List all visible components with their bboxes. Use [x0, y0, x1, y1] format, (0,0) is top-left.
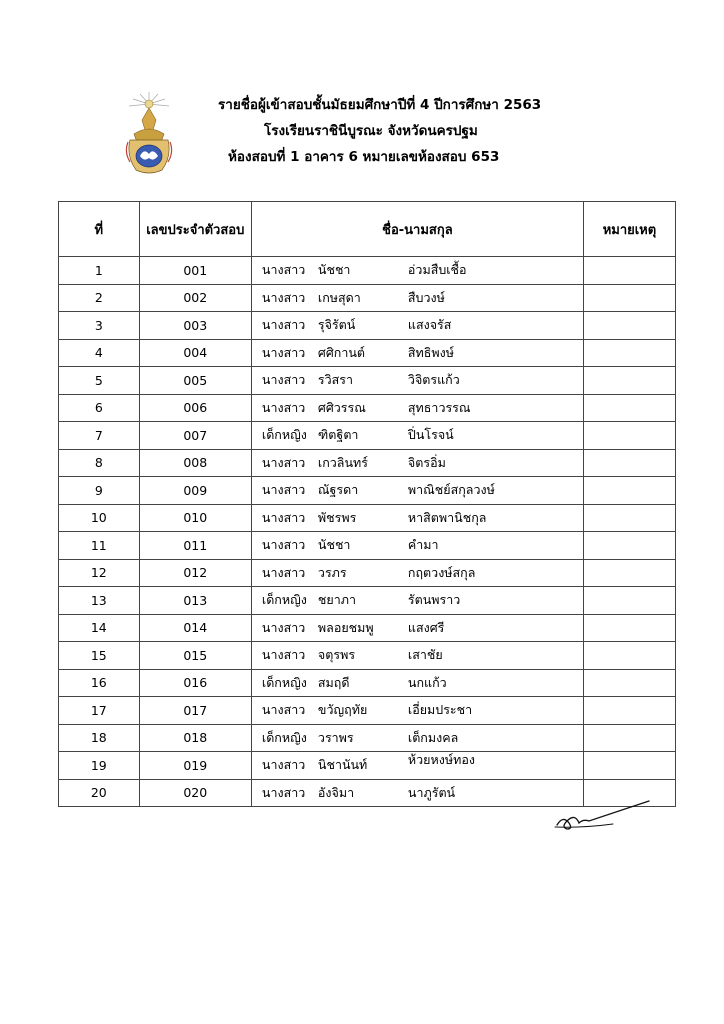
row-number: 15: [59, 642, 140, 670]
first-name: นิชานันท์: [317, 757, 368, 773]
full-name: [251, 779, 583, 807]
remark: [583, 339, 675, 367]
first-name: รุจิรัตน์: [317, 317, 356, 333]
name-title: นางสาว: [261, 784, 306, 800]
table-row: [59, 257, 676, 285]
table-row: [59, 422, 676, 450]
remark: [583, 532, 675, 560]
row-number: 4: [59, 339, 140, 367]
name-title: เด็กหญิง: [261, 427, 307, 443]
first-name: วราพร: [317, 729, 354, 745]
full-name: [251, 394, 583, 422]
exam-id: 007: [139, 422, 251, 450]
row-number: 14: [59, 614, 140, 642]
row-number: 18: [59, 724, 140, 752]
col-header-name: ชื่อ-นามสกุล: [251, 202, 583, 257]
last-name: พาณิชย์สกุลวงษ์: [407, 482, 495, 498]
table-row: [59, 669, 676, 697]
exam-id: 020: [139, 779, 251, 807]
first-name: พัชรพร: [317, 509, 357, 525]
exam-id: 015: [139, 642, 251, 670]
exam-id: 004: [139, 339, 251, 367]
name-title: เด็กหญิง: [261, 674, 307, 690]
document-header: [200, 95, 540, 173]
row-number: 3: [59, 312, 140, 340]
first-name: วรภร: [317, 564, 347, 580]
exam-id: 016: [139, 669, 251, 697]
remark: [583, 394, 675, 422]
table-header-row: [59, 202, 676, 257]
first-name: ฑิตฐิตา: [317, 427, 359, 443]
last-name: ห้วยหงษ์ทอง: [407, 751, 475, 767]
last-name: เต็กมงคล: [407, 729, 459, 745]
first-name: ขวัญฤทัย: [317, 702, 368, 718]
last-name: รัตนพราว: [407, 592, 461, 608]
table-row: [59, 339, 676, 367]
row-number: 6: [59, 394, 140, 422]
remark: [583, 284, 675, 312]
exam-id: 001: [139, 257, 251, 285]
remark: [583, 724, 675, 752]
name-title: นางสาว: [261, 344, 306, 360]
full-name: [251, 752, 583, 780]
remark: [583, 367, 675, 395]
full-name: [251, 559, 583, 587]
full-name: [251, 284, 583, 312]
last-name: กฤตวงษ์สกุล: [407, 564, 476, 580]
full-name: [251, 449, 583, 477]
name-title: นางสาว: [261, 537, 306, 553]
first-name: ศศิกานต์: [317, 344, 366, 360]
last-name: เสาชัย: [407, 647, 443, 663]
last-name: หาสิตพานิชกุล: [407, 509, 487, 525]
last-name: จิตรอิ่ม: [407, 454, 446, 470]
full-name: [251, 724, 583, 752]
first-name: เกษสุดา: [317, 289, 361, 305]
first-name: ณัฐรดา: [317, 482, 359, 498]
table-row: [59, 477, 676, 505]
handwritten-signature: [553, 797, 653, 833]
first-name: อังจิมา: [317, 784, 355, 800]
exam-id: 017: [139, 697, 251, 725]
exam-id: 009: [139, 477, 251, 505]
name-title: นางสาว: [261, 482, 306, 498]
last-name: เอี่ยมประชา: [407, 702, 473, 718]
table-body: [59, 257, 676, 807]
name-title: นางสาว: [261, 289, 306, 305]
name-title: นางสาว: [261, 372, 306, 388]
exam-id: 013: [139, 587, 251, 615]
name-title: นางสาว: [261, 509, 306, 525]
first-name: เกวลินทร์: [317, 454, 368, 470]
table-row: [59, 532, 676, 560]
row-number: 19: [59, 752, 140, 780]
table-row: [59, 587, 676, 615]
row-number: 1: [59, 257, 140, 285]
examinee-table: [58, 201, 676, 807]
exam-id: 011: [139, 532, 251, 560]
last-name: คำมา: [407, 537, 439, 553]
remark: [583, 642, 675, 670]
table-row: [59, 284, 676, 312]
table-row: [59, 752, 676, 780]
full-name: [251, 697, 583, 725]
first-name: นัชชา: [317, 537, 351, 553]
full-name: [251, 367, 583, 395]
last-name: นาภูรัตน์: [407, 784, 456, 800]
first-name: รวิสรา: [317, 372, 354, 388]
row-number: 17: [59, 697, 140, 725]
table-row: [59, 367, 676, 395]
exam-id: 006: [139, 394, 251, 422]
full-name: [251, 257, 583, 285]
name-title: นางสาว: [261, 647, 306, 663]
remark: [583, 257, 675, 285]
exam-id: 005: [139, 367, 251, 395]
table-row: [59, 697, 676, 725]
first-name: นัชชา: [317, 262, 351, 278]
exam-id: 014: [139, 614, 251, 642]
exam-room-info: ห้องสอบที่ 1 อาคาร 6 หมายเลขห้องสอบ 653: [228, 149, 500, 165]
first-name: ศศิวรรณ: [317, 399, 366, 415]
remark: [583, 669, 675, 697]
last-name: แสงจรัส: [407, 317, 452, 333]
row-number: 8: [59, 449, 140, 477]
exam-id: 002: [139, 284, 251, 312]
first-name: พลอยชมพู: [317, 619, 374, 635]
name-title: นางสาว: [261, 564, 306, 580]
col-header-exam-id: เลขประจำตัวสอบ: [139, 202, 251, 257]
row-number: 20: [59, 779, 140, 807]
full-name: [251, 532, 583, 560]
exam-id: 003: [139, 312, 251, 340]
exam-id: 019: [139, 752, 251, 780]
first-name: ชยาภา: [317, 592, 357, 608]
row-number: 2: [59, 284, 140, 312]
name-title: นางสาว: [261, 702, 306, 718]
last-name: นกแก้ว: [407, 674, 447, 690]
row-number: 9: [59, 477, 140, 505]
remark: [583, 312, 675, 340]
row-number: 5: [59, 367, 140, 395]
remark: [583, 752, 675, 780]
col-header-remark: หมายเหตุ: [583, 202, 675, 257]
name-title: นางสาว: [261, 399, 306, 415]
table-row: [59, 559, 676, 587]
last-name: สุทธาวรรณ: [407, 399, 471, 415]
name-title: นางสาว: [261, 757, 306, 773]
first-name: จตุรพร: [317, 647, 356, 663]
table-row: [59, 642, 676, 670]
full-name: [251, 669, 583, 697]
last-name: อ่วมสืบเชื้อ: [407, 262, 467, 278]
last-name: แสงศรี: [407, 619, 445, 635]
full-name: [251, 312, 583, 340]
exam-id: 008: [139, 449, 251, 477]
remark: [583, 614, 675, 642]
table-row: [59, 394, 676, 422]
exam-id: 012: [139, 559, 251, 587]
exam-title: รายชื่อผู้เข้าสอบชั้นมัธยมศึกษาปีที่ 4 ปีการศึกษา 2563: [218, 97, 542, 113]
name-title: นางสาว: [261, 317, 306, 333]
row-number: 11: [59, 532, 140, 560]
name-title: นางสาว: [261, 454, 306, 470]
full-name: [251, 339, 583, 367]
full-name: [251, 642, 583, 670]
remark: [583, 559, 675, 587]
name-title: นางสาว: [261, 262, 306, 278]
full-name: [251, 477, 583, 505]
table-row: [59, 312, 676, 340]
remark: [583, 697, 675, 725]
table-row: [59, 449, 676, 477]
full-name: [251, 422, 583, 450]
school-emblem-logo: [120, 90, 178, 176]
name-title: เด็กหญิง: [261, 592, 307, 608]
table-row: [59, 614, 676, 642]
full-name: [251, 587, 583, 615]
row-number: 12: [59, 559, 140, 587]
row-number: 16: [59, 669, 140, 697]
last-name: วิจิตรแก้ว: [407, 372, 460, 388]
row-number: 13: [59, 587, 140, 615]
col-header-no: ที่: [59, 202, 140, 257]
remark: [583, 587, 675, 615]
full-name: [251, 504, 583, 532]
school-name: โรงเรียนราชินีบูรณะ จังหวัดนครปฐม: [264, 123, 478, 139]
remark: [583, 449, 675, 477]
first-name: สมฤดี: [317, 674, 350, 690]
name-title: เด็กหญิง: [261, 729, 307, 745]
last-name: ปิ่นโรจน์: [407, 427, 454, 443]
exam-id: 010: [139, 504, 251, 532]
name-title: นางสาว: [261, 619, 306, 635]
remark: [583, 477, 675, 505]
table-row: [59, 504, 676, 532]
exam-id: 018: [139, 724, 251, 752]
table-row: [59, 724, 676, 752]
full-name: [251, 614, 583, 642]
remark: [583, 504, 675, 532]
row-number: 10: [59, 504, 140, 532]
remark: [583, 422, 675, 450]
last-name: สิทธิพงษ์: [407, 344, 455, 360]
row-number: 7: [59, 422, 140, 450]
last-name: สืบวงษ์: [407, 289, 445, 305]
